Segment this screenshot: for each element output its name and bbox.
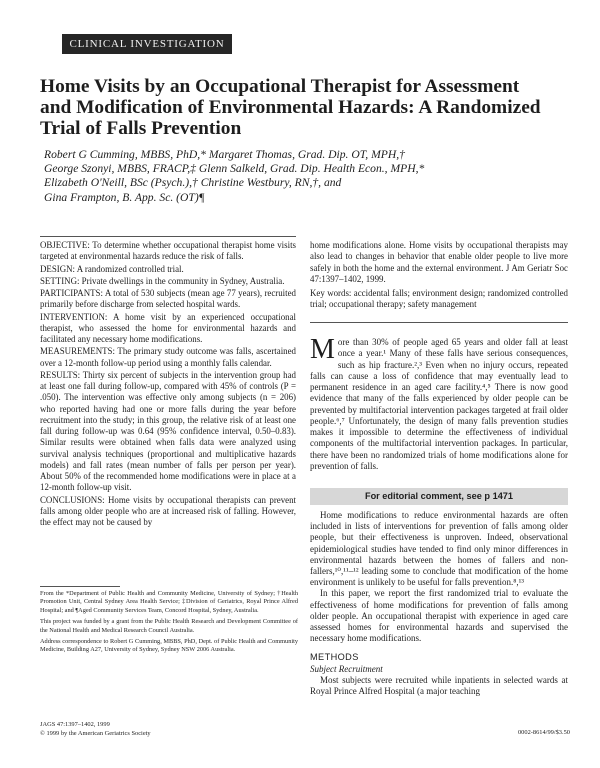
abstract-label: DESIGN:	[40, 263, 76, 274]
abstract-text: Private dwellings in the community in Sydney, Australia.	[79, 275, 285, 286]
drop-cap: M	[310, 334, 335, 365]
section-banner: CLINICAL INVESTIGATION	[62, 34, 232, 54]
abstract-label: CONCLUSIONS:	[40, 494, 105, 505]
abstract-design	[40, 264, 296, 275]
abstract-objective	[40, 240, 296, 263]
abstract-top-rule	[40, 236, 296, 237]
abstract-label: OBJECTIVE:	[40, 240, 90, 250]
introduction	[310, 334, 568, 472]
abstract-text: To determine whether occupational therapist home visits targeted at environmental hazards reduce the risk of falls.	[40, 240, 296, 262]
intro-paragraph	[310, 334, 568, 472]
keywords-label: Key words:	[310, 288, 352, 298]
title-line: Home Visits by an Occupational Therapist for Assessment	[40, 76, 520, 97]
abstract-text: The primary study outcome was falls, ascertained over a 12-month follow-up period using a monthly falls calendar.	[40, 346, 296, 368]
journal-info	[40, 721, 300, 738]
abstract-text: Thirty six percent of subjects in the intervention group had at least one fall during follow-up, compared with 45% of controls (P = .050). The intervention was effective only among subjects (n = 206) who reported having had one or more falls during the year before recruitment into the study; in this group, the relative risk of at least one fall during follow-up was 0.64 (95% confidence interval, 0.50–0.83). Similar results were obtained when falls data were analyzed using survival analysis techniques (proportional and multiplicative hazards models) and fall rates (mean number of falls per person per year). About 50% of the recommended home modifications were in place at a 12-month follow-up visit.	[40, 369, 296, 493]
footnotes	[40, 590, 298, 658]
abstract-intervention	[40, 312, 296, 346]
methods-paragraph: Most subjects were recruited while inpatients in selected wards at Royal Prince Alfred Hospital (a major teaching	[310, 674, 568, 697]
abstract-measurements	[40, 346, 296, 369]
intro-text: ore than 30% of people aged 65 years and older fall at least once a year.¹ Many of these falls have serious consequences, such as hip fracture.²,³ Even when no injury occurs, repeated falls can cause a loss of confidence that may eventually lead to permanent residence in an aged care facility.⁴,⁵ There is now good evidence that many of the falls experienced by older people can be prevented by multifactorial intervention packages targeted at frail older people.⁶,⁷ Unfortunately, the design of many falls prevention studies makes it impossible to determine the effectiveness of individual components of the multifactorial intervention packages. In particular, there have been no randomized trials of home modifications alone for prevention of falls.	[310, 337, 568, 471]
body-paragraph: In this paper, we report the first randomized trial to evaluate the effectiveness of home modifications for prevention of falls among older people. An occupational therapist with experience in aged care assessed homes for environmental hazards and supervised the necessary home modifications.	[310, 588, 568, 644]
abstract-participants	[40, 288, 296, 311]
abstract-label: SETTING:	[40, 275, 80, 286]
abstract-label: PARTICIPANTS:	[40, 288, 103, 298]
abstract-text: A total of 530 subjects (mean age 77 years), recruited primarily before discharge from selected hospital wards.	[40, 288, 296, 310]
footnote-rule	[40, 586, 120, 587]
abstract	[40, 240, 296, 529]
methods-heading: METHODS	[310, 652, 359, 663]
abstract-text: A home visit by an experienced occupational therapist, who assessed the home for environmental hazards and facilitated any necessary home modifications.	[40, 311, 296, 344]
author-line: George Szonyi, MBBS, FRACP,‡ Glenn Salkeld, Grad. Dip. Health Econ., MPH,*	[44, 162, 425, 176]
article-title	[40, 76, 580, 139]
footnote-funding: This project was funded by a grant from the Public Health Research and Development Committee of the National Health and Medical Research Council Australia.	[40, 618, 298, 634]
methods-subheading: Subject Recruitment	[310, 663, 383, 674]
keywords	[310, 288, 568, 311]
body-text	[310, 510, 568, 697]
abstract-label: MEASUREMENTS:	[40, 346, 115, 357]
abstract-setting	[40, 276, 296, 287]
footnote-correspondence: Address correspondence to Robert G Cumming, MBBS, PhD, Dept. of Public Health and Community Medicine, Building A27, University of Sydney, Sydney NSW 2006 Australia.	[40, 638, 298, 654]
body-paragraph: Home modifications to reduce environmental hazards are often included in lists of interventions for prevention of falls among older people, but their effectiveness is unproven. Indeed, observational epidemiological studies have tended to find only minor differences in environmental hazards between the homes of fallers and non-fallers,¹⁰,¹¹–¹² leading some to conclude that modification of the home environment is unlikely to be useful for falls prevention.⁸,¹³	[310, 510, 568, 588]
journal-citation: JAGS 47:1397–1402, 1999	[40, 721, 110, 728]
title-line: Trial of Falls Prevention	[40, 118, 242, 139]
abstract-label: RESULTS:	[40, 369, 81, 380]
footnote-affiliations: From the *Department of Public Health and Community Medicine, University of Sydney; †Health Promotion Unit, Central Sydney Area Health Service; ‡Division of Geriatrics, Royal Prince Alfred Hospital; and ¶Aged Community Services Team, Concord Hospital, Sydney, Australia.	[40, 590, 298, 614]
author-list	[44, 148, 584, 205]
abstract-continued	[310, 240, 568, 313]
keywords-text: accidental falls; environment design; randomized controlled trial; occupational therapy; safety management	[310, 288, 568, 310]
editorial-comment-box: For editorial comment, see p 1471	[310, 488, 568, 505]
abstract-label: INTERVENTION:	[40, 311, 108, 322]
journal-copyright: © 1999 by the American Geriatrics Society	[40, 729, 151, 737]
issn-price: 0002-8614/99/$3.50	[517, 729, 570, 736]
abstract-text: Home visits by occupational therapists can prevent falls among older people who are at increased risk of falling. However, the effect may not be caused by	[40, 494, 296, 527]
abstract-results	[40, 370, 296, 494]
title-line: and Modification of Environmental Hazards: A Randomized	[40, 97, 541, 118]
author-line: Gina Frampton, B. App. Sc. (OT)¶	[44, 190, 205, 204]
author-line: Elizabeth O'Neill, BSc (Psych.),† Christine Westbury, RN,†, and	[44, 176, 342, 190]
abstract-cont-text: home modifications alone. Home visits by occupational therapists may also lead to changes in behavior that enable older people to live more safely in both the home and the external environment. J Am Geriatr Soc 47:1397–1402, 1999.	[310, 240, 568, 284]
abstract-bottom-rule	[310, 322, 568, 323]
abstract-conclusions	[40, 495, 296, 529]
abstract-text: A randomized controlled trial.	[75, 263, 184, 274]
author-line: Robert G Cumming, MBBS, PhD,* Margaret Thomas, Grad. Dip. OT, MPH,†	[44, 148, 405, 161]
